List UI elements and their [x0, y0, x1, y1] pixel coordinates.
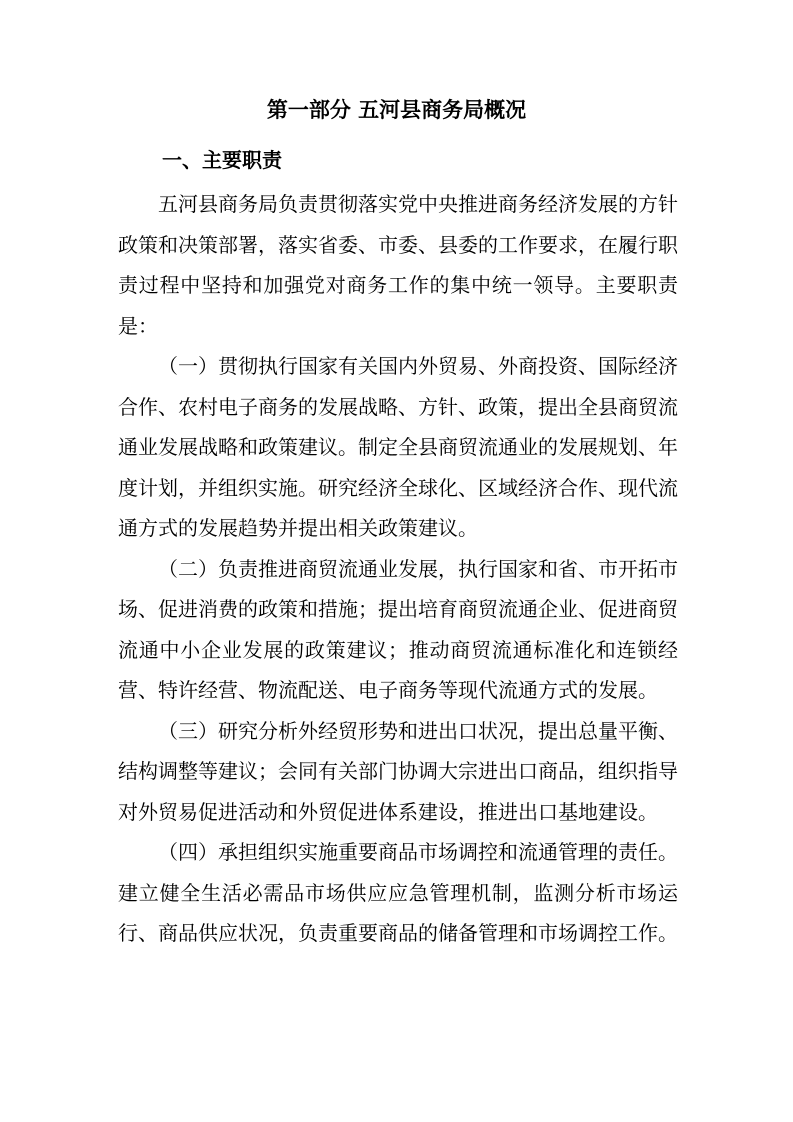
paragraph-duty-2: （二）负责推进商贸流通业发展，执行国家和省、市开拓市场、促进消费的政策和措施；提出培育商贸流通企业、促进商贸流通中小企业发展的政策建议；推动商贸流通标准化和连锁经营、特许经营、物流配送、电子商务等现代流通方式的发展。	[118, 556, 678, 702]
section-heading: 一、主要职责	[162, 148, 282, 172]
paragraph-duty-3: （三）研究分析外经贸形势和进出口状况，提出总量平衡、结构调整等建议；会同有关部门协调大宗进出口商品，组织指导对外贸易促进活动和外贸促进体系建设，推进出口基地建设。	[118, 718, 678, 824]
paragraph-intro: 五河县商务局负责贯彻落实党中央推进商务经济发展的方针政策和决策部署，落实省委、市委、县委的工作要求，在履行职责过程中坚持和加强党对商务工作的集中统一领导。主要职责是：	[118, 192, 678, 338]
paragraph-duty-1: （一）贯彻执行国家有关国内外贸易、外商投资、国际经济合作、农村电子商务的发展战略、方针、政策，提出全县商贸流通业发展战略和政策建议。制定全县商贸流通业的发展规划、年度计划，并组织实施。研究经济全球化、区域经济合作、现代流通方式的发展趋势并提出相关政策建议。	[118, 354, 678, 540]
page-title: 第一部分 五河县商务局概况	[266, 98, 527, 122]
paragraph-duty-4: （四）承担组织实施重要商品市场调控和流通管理的责任。建立健全生活必需品市场供应应急管理机制，监测分析市场运行、商品供应状况，负责重要商品的储备管理和市场调控工作。	[118, 840, 678, 945]
body-text	[118, 184, 678, 954]
